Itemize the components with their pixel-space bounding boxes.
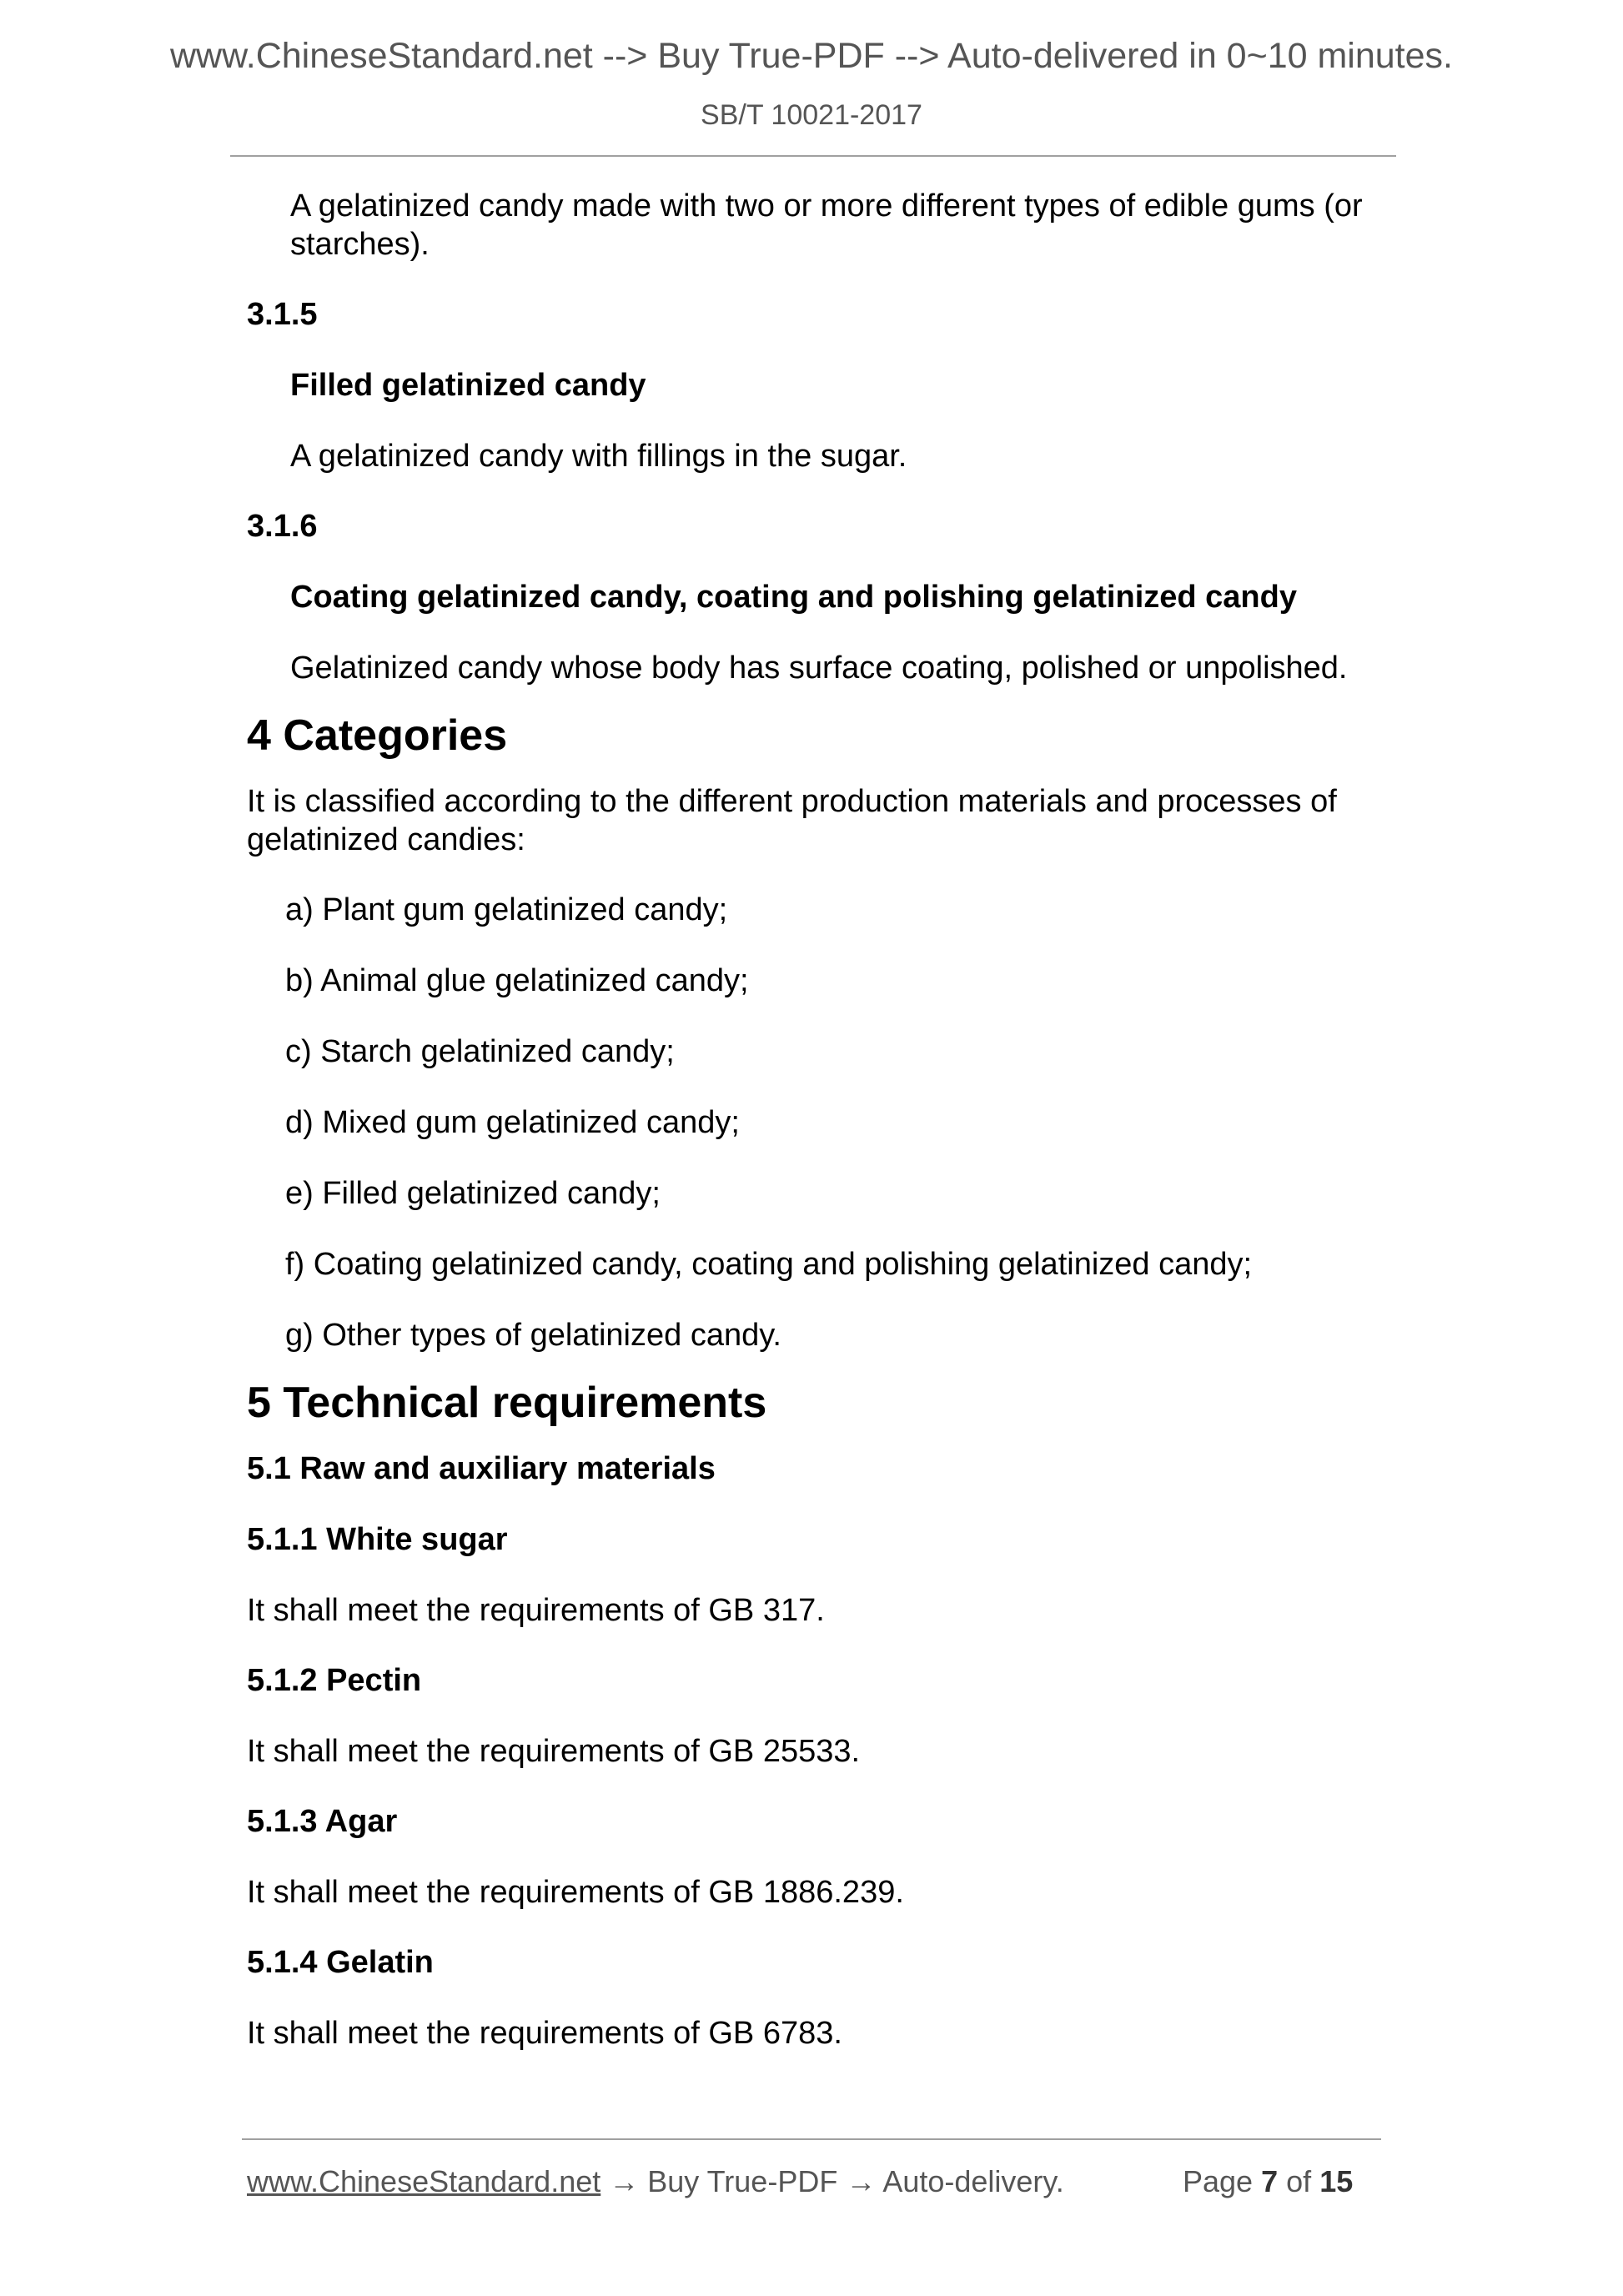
heading-5-1: 5.1 Raw and auxiliary materials [247,1451,716,1486]
footer-promo [247,2163,1064,2200]
list-item: a) Plant gum gelatinized candy; [285,892,728,927]
heading-5-1-4: 5.1.4 Gelatin [247,1945,434,1980]
footer-promo-text: → Buy True-PDF → Auto-delivery. [600,2164,1064,2198]
page-indicator [1183,2163,1353,2200]
list-item: d) Mixed gum gelatinized candy; [285,1105,740,1140]
list-item: e) Filled gelatinized candy; [285,1176,661,1211]
text-5-1-3: It shall meet the requirements of GB 1886.239. [247,1875,904,1910]
term-coating-gelatinized-candy: Coating gelatinized candy, coating and polishing gelatinized candy [290,580,1297,615]
header-banner: www.ChineseStandard.net --> Buy True-PDF --> Auto-delivered in 0~10 minutes. [169,36,1453,76]
heading-5-1-2: 5.1.2 Pectin [247,1663,422,1698]
term-filled-gelatinized-candy: Filled gelatinized candy [290,368,646,403]
section-number-3-1-5: 3.1.5 [247,297,318,332]
list-item: g) Other types of gelatinized candy. [285,1318,781,1353]
header-divider [230,155,1396,157]
definition-3-1-5: A gelatinized candy with fillings in the sugar. [290,439,907,474]
section-number-3-1-6: 3.1.6 [247,509,318,544]
footer-website-link[interactable]: www.ChineseStandard.net [247,2164,601,2198]
text-5-1-4: It shall meet the requirements of GB 6783. [247,2016,842,2051]
list-item: f) Coating gelatinized candy, coating and polishing gelatinized candy; [285,1247,1253,1282]
heading-4-categories: 4 Categories [247,711,508,760]
list-item: b) Animal glue gelatinized candy; [285,963,749,998]
page-total: 15 [1319,2164,1354,2198]
heading-5-1-1: 5.1.1 White sugar [247,1522,508,1557]
page-current: 7 [1261,2164,1279,2198]
heading-5-1-3: 5.1.3 Agar [247,1804,398,1839]
page-label: Page [1183,2164,1254,2198]
heading-5-technical-requirements: 5 Technical requirements [247,1379,767,1427]
page-content [247,187,1398,2052]
document-code: SB/T 10021-2017 [701,99,922,131]
page-of-label: of [1286,2164,1312,2198]
text-5-1-1: It shall meet the requirements of GB 317. [247,1593,825,1628]
categories-intro: It is classified according to the different production materials and processes of gelatinized candies: [247,784,1337,857]
footer-divider [242,2138,1381,2140]
intro-paragraph: A gelatinized candy made with two or more different types of edible gums (or starches). [290,188,1363,262]
text-5-1-2: It shall meet the requirements of GB 25533. [247,1734,861,1769]
definition-3-1-6: Gelatinized candy whose body has surface coating, polished or unpolished. [290,651,1348,686]
list-item: c) Starch gelatinized candy; [285,1034,675,1069]
